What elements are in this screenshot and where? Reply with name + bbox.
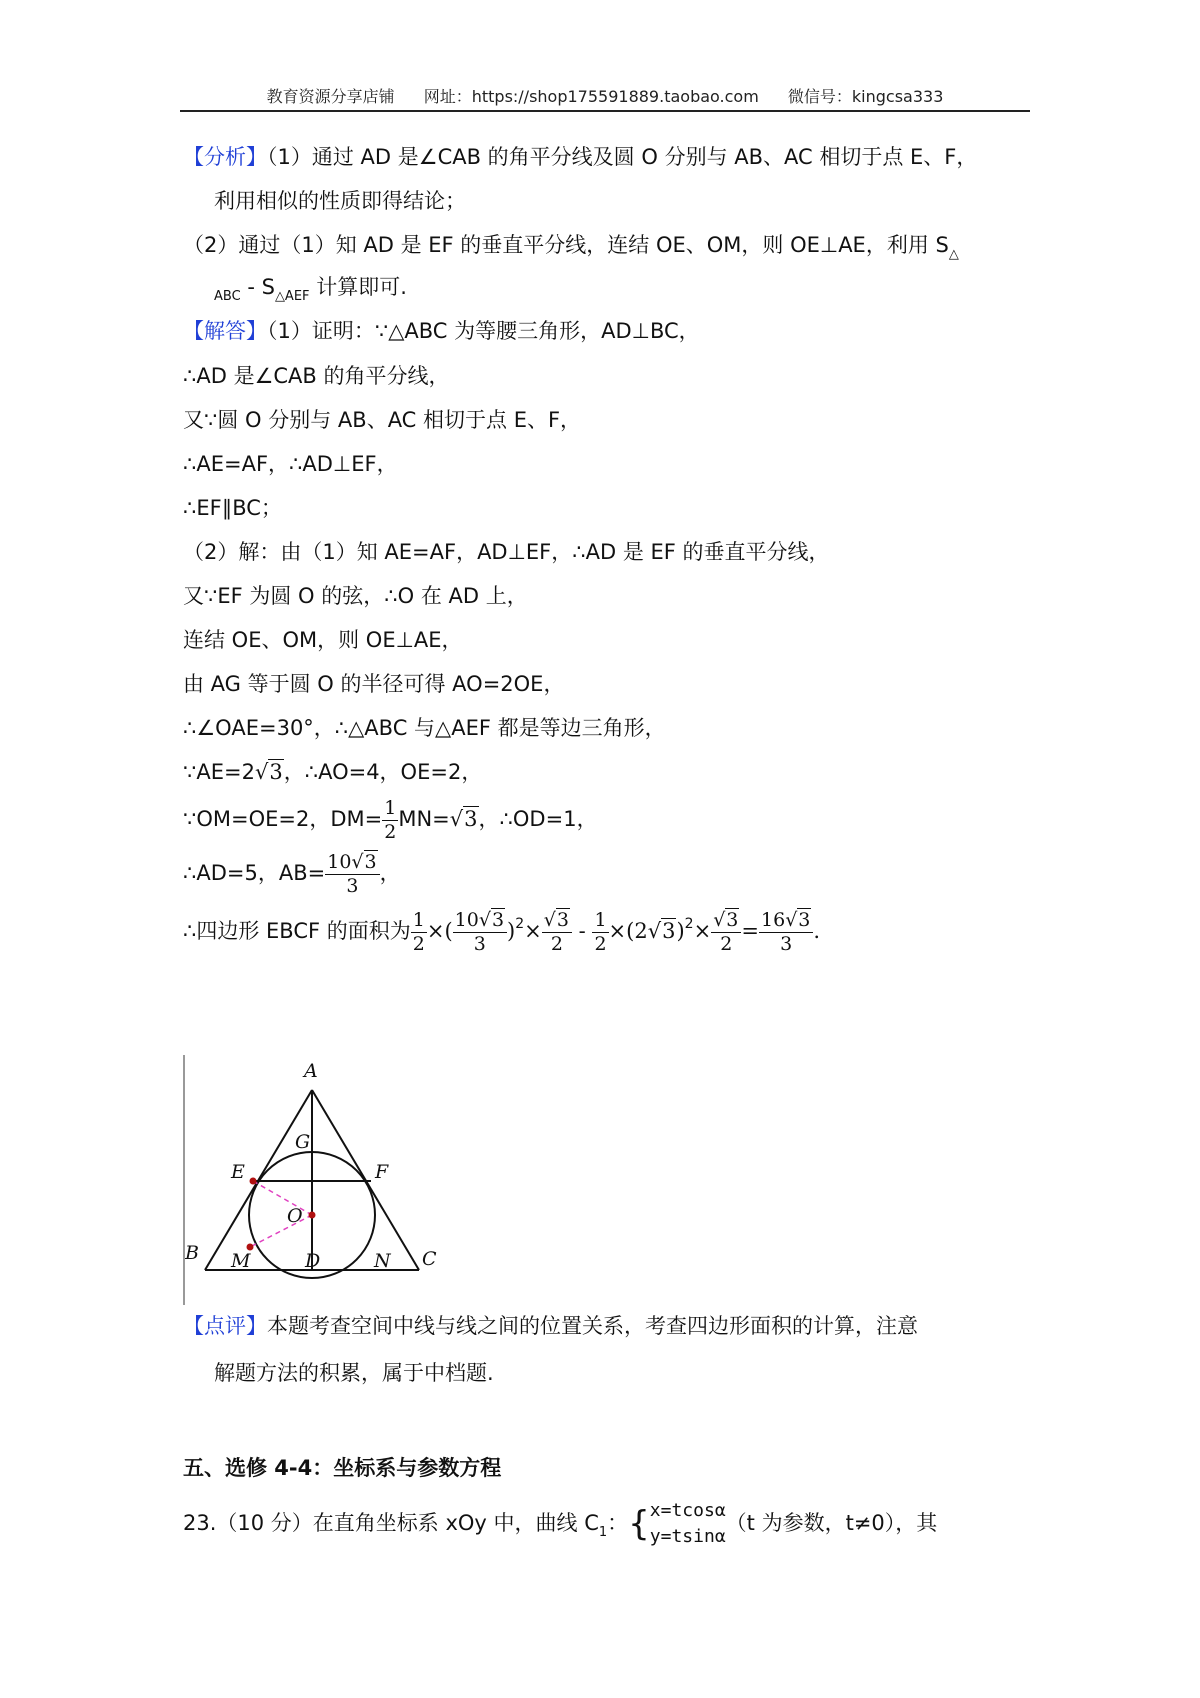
solution-line-10: ∴∠OAE=30°，∴△ABC 与△AEF 都是等边三角形， — [183, 716, 666, 740]
solution-line-12: ∵OM=OE=2，DM= $\frac{1}{2}$ MN=√3，∴OD=1， — [183, 796, 598, 843]
solution-line-14: ∴四边形 EBCF 的面积为 $\frac{1}{2}$ ×( $\frac{10√3}{3}$ )$^2$× $\frac{√3}{2}$ - $\frac{1}{2}$ $\times(2√3)^2\times$ $\frac{√3}{2}$ = $\frac{16√3}{3}$ . — [183, 908, 821, 955]
segment-oe — [253, 1181, 312, 1215]
solution-line-3: 又∵圆 O 分别与 AB、AC 相切于点 E、F， — [183, 408, 582, 432]
point-e — [250, 1178, 257, 1185]
fraction-10sqrt3-over-3: $\frac{10√3}{3}$ — [325, 853, 379, 896]
label-n: N — [374, 1250, 391, 1272]
label-d: D — [305, 1250, 321, 1272]
review-line-2: 解题方法的积累，属于中档题. — [214, 1361, 494, 1385]
solution-line-5: ∴EF∥BC； — [183, 496, 282, 520]
point-o — [309, 1212, 316, 1219]
solution-line-13: ∴AD=5，AB= $\frac{10√3}{3}$ ， — [183, 850, 401, 897]
fraction-one-half: $\frac{1}{2}$ — [384, 796, 397, 843]
solution-line-2: ∴AD 是∠CAB 的角平分线， — [183, 364, 450, 388]
solution-line-8: 连结 OE、OM，则 OE⊥AE， — [183, 628, 463, 652]
page-header — [180, 84, 1030, 107]
label-e: E — [231, 1161, 245, 1183]
label-f: F — [375, 1161, 389, 1183]
section-title: 五、选修 4-4：坐标系与参数方程 — [183, 1456, 502, 1480]
shop-url[interactable]: 网址：https://shop175591889.taobao.com — [423, 87, 759, 106]
parametric-equations: x=tcosα y=tsinα — [649, 1500, 726, 1547]
label-c: C — [422, 1248, 437, 1270]
label-g: G — [295, 1131, 311, 1153]
label-o: O — [287, 1205, 303, 1227]
label-a: A — [304, 1060, 318, 1082]
solution-line-11: ∵AE=2√3，∴AO=4，OE=2， — [183, 760, 483, 784]
solution-line-6: （2）解：由（1）知 AE=AF，AD⊥EF，∴AD 是 EF 的垂直平分线， — [183, 540, 830, 564]
analysis-tag: 【分析】 — [183, 145, 267, 169]
label-b: B — [185, 1242, 199, 1264]
segment-om — [250, 1215, 312, 1247]
question-23: 23.（10 分）在直角坐标系 xOy 中，曲线 $C_1$：{ x=tcosα y=tsinα （t 为参数，t≠0），其 — [183, 1496, 937, 1554]
solution-tag: 【解答】 — [183, 319, 267, 343]
solution-line-9: 由 AG 等于圆 O 的半径可得 AO=2OE， — [183, 672, 565, 696]
analysis-line-3: （2）通过（1）知 AD 是 EF 的垂直平分线，连结 OE、OM，则 OE⊥AE，利用 $S_\triangle$ — [183, 233, 959, 262]
analysis-line-4: $_{ABC} - S_{\triangle AEF}$ 计算即可. — [214, 275, 407, 304]
analysis-line-2: 利用相似的性质即得结论； — [214, 189, 466, 213]
solution-line-1: 【解答】（1）证明：∵△ABC 为等腰三角形，AD⊥BC， — [183, 319, 700, 343]
wechat-id: 微信号：kingcsa333 — [787, 87, 944, 106]
review-line-1: 【点评】本题考查空间中线与线之间的位置关系，考查四边形面积的计算，注意 — [183, 1314, 918, 1338]
shop-name: 教育资源分享店铺 — [266, 87, 395, 106]
header-rule — [180, 110, 1030, 112]
sqrt-3: √3 — [254, 760, 283, 784]
review-tag: 【点评】 — [183, 1314, 267, 1338]
solution-line-7: 又∵EF 为圆 O 的弦，∴O 在 AD 上， — [183, 584, 528, 608]
geometry-figure — [185, 1055, 445, 1305]
label-m: M — [231, 1250, 251, 1272]
solution-line-4: ∴AE=AF，∴AD⊥EF， — [183, 452, 398, 476]
analysis-line-1: 【分析】（1）通过 AD 是∠CAB 的角平分线及圆 O 分别与 AB、AC 相切于点 E、F， — [183, 145, 978, 169]
